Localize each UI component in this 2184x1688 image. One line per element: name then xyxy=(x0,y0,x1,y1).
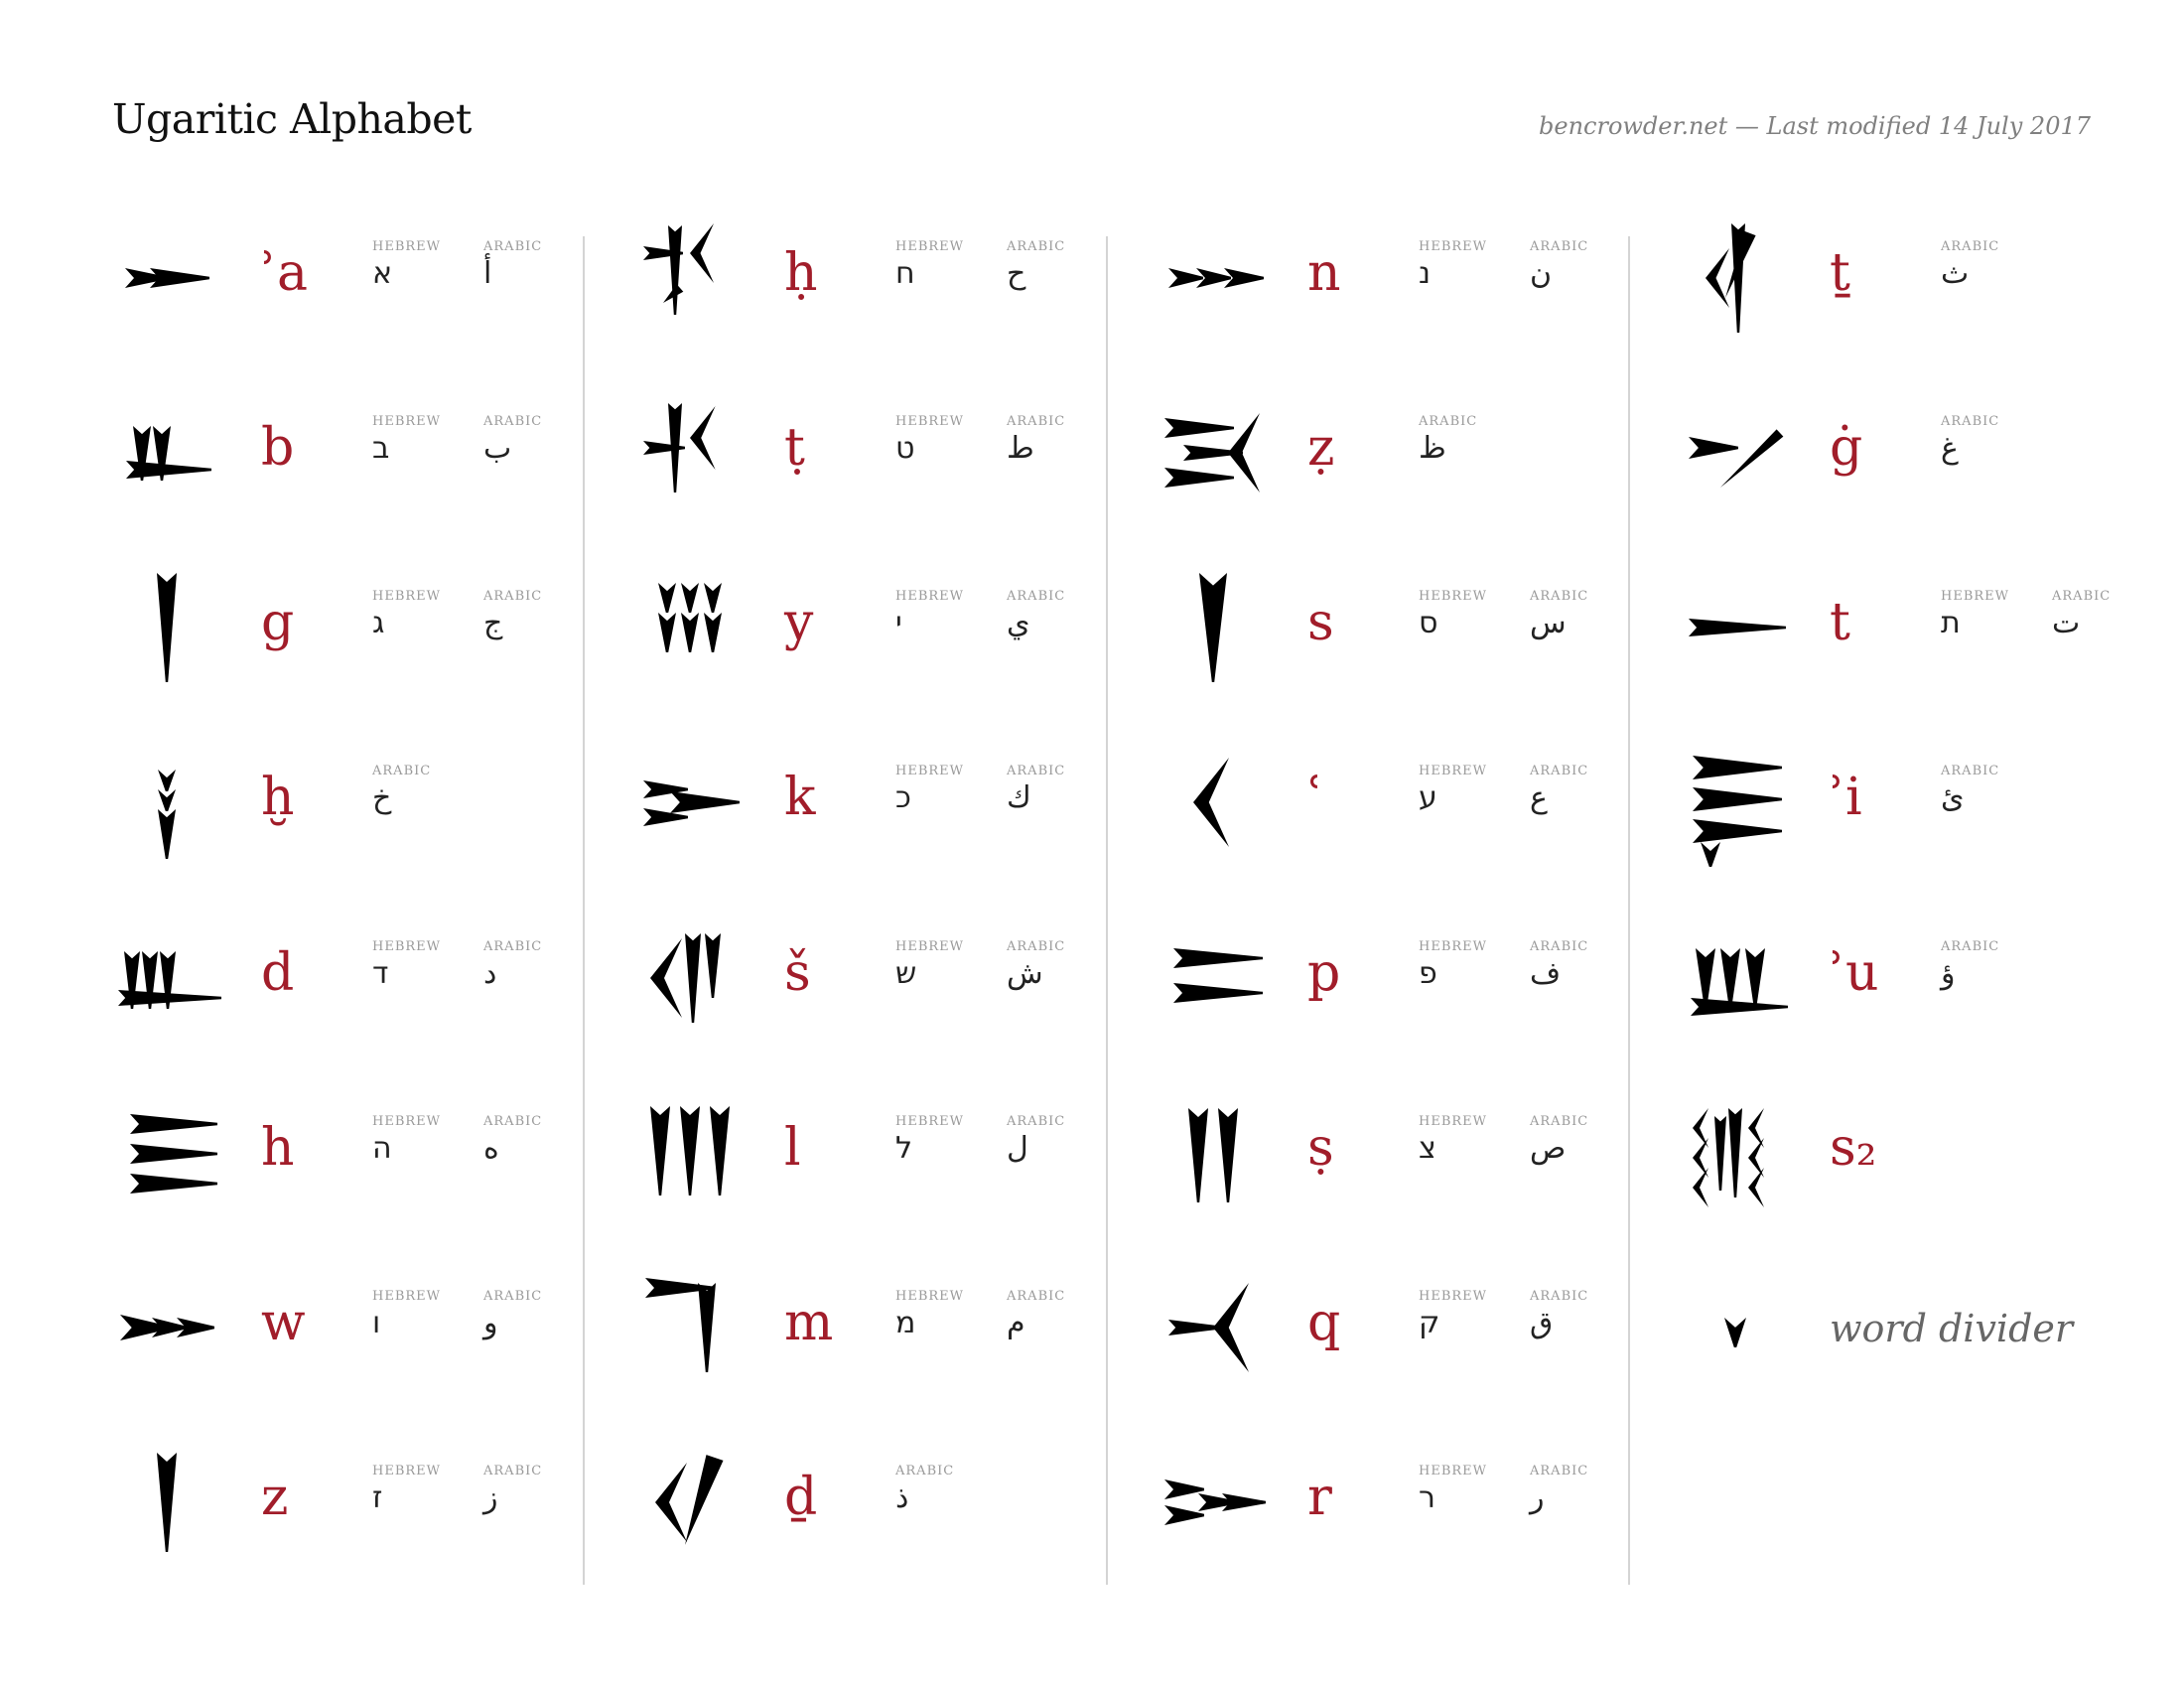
arabic-equivalent xyxy=(1530,764,1639,817)
letter-entry xyxy=(635,1428,1152,1577)
arabic-equivalent xyxy=(1530,1464,1639,1517)
arabic-equivalent xyxy=(1007,1289,1116,1342)
transliteration: ḥ xyxy=(784,243,818,303)
arabic-equivalent xyxy=(483,1289,593,1342)
arabic-label: ARABIC xyxy=(1007,1114,1066,1129)
letter-entry xyxy=(635,378,1152,527)
hebrew-letter: ע xyxy=(1419,780,1437,815)
arabic-label: ARABIC xyxy=(372,764,432,778)
letter-entry xyxy=(1159,904,1675,1053)
cuneiform-delta-icon xyxy=(112,904,221,1053)
cuneiform-zu-icon xyxy=(1159,378,1268,527)
cuneiform-qopa-icon xyxy=(1159,1253,1268,1402)
cuneiform-wo-icon xyxy=(112,1253,221,1402)
arabic-equivalent xyxy=(372,764,481,817)
arabic-letter: ش xyxy=(1007,956,1043,991)
letter-entry xyxy=(1159,378,1675,527)
cuneiform-mem-icon xyxy=(635,1253,745,1402)
hebrew-letter: ו xyxy=(372,1306,381,1340)
arabic-equivalent xyxy=(1941,239,2050,293)
arabic-equivalent xyxy=(2052,589,2161,642)
hebrew-letter: ל xyxy=(895,1131,913,1166)
letter-entry xyxy=(1681,728,2184,877)
cuneiform-sade-icon xyxy=(1159,1078,1268,1227)
credit-line: bencrowder.net — Last modified 14 July 2017 xyxy=(1539,112,2091,140)
hebrew-equivalent xyxy=(372,1464,481,1517)
cuneiform-divider-icon xyxy=(1681,1253,1790,1402)
transliteration: k xyxy=(784,768,816,827)
hebrew-letter: ס xyxy=(1419,606,1438,640)
letter-entry xyxy=(112,904,628,1053)
letter-entry xyxy=(112,204,628,352)
hebrew-equivalent xyxy=(372,1114,481,1168)
transliteration: ʿ xyxy=(1307,768,1323,827)
arabic-label: ARABIC xyxy=(1530,1464,1589,1478)
hebrew-label: HEBREW xyxy=(1419,939,1488,954)
arabic-letter: ق xyxy=(1530,1306,1554,1340)
letter-entry xyxy=(1159,553,1675,702)
cuneiform-samka-icon xyxy=(1159,553,1268,702)
hebrew-letter: ה xyxy=(372,1131,392,1166)
arabic-label: ARABIC xyxy=(2052,589,2112,604)
letter-entry xyxy=(1681,553,2184,702)
hebrew-equivalent xyxy=(1941,589,2050,642)
arabic-label: ARABIC xyxy=(1530,939,1589,954)
cuneiform-shin-icon xyxy=(635,904,745,1053)
hebrew-equivalent xyxy=(1419,1464,1528,1517)
letter-entry xyxy=(1159,1078,1675,1227)
arabic-letter: ب xyxy=(483,431,512,466)
arabic-letter: ك xyxy=(1007,780,1031,815)
arabic-equivalent xyxy=(1419,414,1528,468)
hebrew-label: HEBREW xyxy=(895,764,965,778)
arabic-equivalent xyxy=(1530,1114,1639,1168)
transliteration: ġ xyxy=(1830,418,1863,478)
transliteration: m xyxy=(784,1293,834,1352)
arabic-label: ARABIC xyxy=(1530,589,1589,604)
transliteration: g xyxy=(261,593,295,652)
hebrew-equivalent xyxy=(1419,764,1528,817)
cuneiform-to-icon xyxy=(1681,553,1790,702)
transliteration: b xyxy=(261,418,295,478)
cuneiform-lamda-icon xyxy=(635,1078,745,1227)
arabic-label: ARABIC xyxy=(1941,414,2000,429)
hebrew-label: HEBREW xyxy=(1419,764,1488,778)
arabic-equivalent xyxy=(895,1464,1005,1517)
letter-entry xyxy=(1681,1253,2184,1402)
letter-entry xyxy=(1681,1078,2184,1227)
transliteration: l xyxy=(784,1118,801,1178)
hebrew-letter: ת xyxy=(1941,606,1961,640)
cuneiform-i-icon xyxy=(1681,728,1790,877)
arabic-label: ARABIC xyxy=(1007,764,1066,778)
letter-entry xyxy=(1159,728,1675,877)
letter-entry xyxy=(112,728,628,877)
arabic-letter: د xyxy=(483,956,497,991)
arabic-label: ARABIC xyxy=(1007,414,1066,429)
cuneiform-beta-icon xyxy=(112,378,221,527)
hebrew-label: HEBREW xyxy=(372,589,442,604)
hebrew-equivalent xyxy=(895,239,1005,293)
hebrew-equivalent xyxy=(372,939,481,993)
arabic-letter: خ xyxy=(372,780,392,815)
cuneiform-nun-icon xyxy=(1159,204,1268,352)
cuneiform-u-icon xyxy=(1681,904,1790,1053)
arabic-label: ARABIC xyxy=(483,1114,543,1129)
arabic-equivalent xyxy=(1007,414,1116,468)
hebrew-equivalent xyxy=(895,414,1005,468)
transliteration: q xyxy=(1307,1293,1341,1352)
letter-entry xyxy=(635,204,1152,352)
hebrew-equivalent xyxy=(895,1114,1005,1168)
transliteration: p xyxy=(1307,943,1341,1003)
hebrew-equivalent xyxy=(1419,939,1528,993)
arabic-letter: ي xyxy=(1007,606,1030,640)
arabic-label: ARABIC xyxy=(1530,764,1589,778)
arabic-label: ARABIC xyxy=(483,239,543,254)
hebrew-letter: מ xyxy=(895,1306,916,1340)
transliteration: š xyxy=(784,943,811,1003)
transliteration: y xyxy=(784,593,814,652)
cuneiform-kaf-icon xyxy=(635,728,745,877)
hebrew-label: HEBREW xyxy=(1419,1464,1488,1478)
cuneiform-tet-icon xyxy=(635,378,745,527)
arabic-label: ARABIC xyxy=(1530,239,1589,254)
cuneiform-dhal-icon xyxy=(635,1428,745,1577)
letter-entry xyxy=(635,1078,1152,1227)
arabic-equivalent xyxy=(1530,239,1639,293)
transliteration: h xyxy=(261,1118,295,1178)
letter-entry xyxy=(1159,1428,1675,1577)
letter-entry xyxy=(635,553,1152,702)
hebrew-equivalent xyxy=(1419,589,1528,642)
arabic-equivalent xyxy=(1941,939,2050,993)
transliteration: ṯ xyxy=(1830,243,1850,303)
hebrew-equivalent xyxy=(372,589,481,642)
arabic-label: ARABIC xyxy=(895,1464,955,1478)
letter-entry xyxy=(112,553,628,702)
cuneiform-ssu-icon xyxy=(1681,1078,1790,1227)
hebrew-letter: ב xyxy=(372,431,390,466)
arabic-label: ARABIC xyxy=(483,414,543,429)
arabic-label: ARABIC xyxy=(1941,764,2000,778)
cuneiform-rasha-icon xyxy=(1159,1428,1268,1577)
arabic-letter: ذ xyxy=(895,1480,909,1515)
arabic-label: ARABIC xyxy=(483,1464,543,1478)
cuneiform-pu-icon xyxy=(1159,904,1268,1053)
arabic-letter: ز xyxy=(483,1480,498,1515)
transliteration: w xyxy=(261,1293,306,1352)
letter-entry xyxy=(112,378,628,527)
arabic-letter: غ xyxy=(1941,431,1959,466)
arabic-letter: ط xyxy=(1007,431,1034,466)
transliteration: ṭ xyxy=(784,418,805,478)
transliteration: d xyxy=(261,943,295,1003)
hebrew-letter: צ xyxy=(1419,1131,1436,1166)
cuneiform-ghain-icon xyxy=(1681,378,1790,527)
hebrew-letter: י xyxy=(895,606,902,640)
hebrew-equivalent xyxy=(1419,239,1528,293)
hebrew-label: HEBREW xyxy=(1419,1289,1488,1304)
letter-entry xyxy=(112,1253,628,1402)
letter-entry xyxy=(1159,1253,1675,1402)
arabic-equivalent xyxy=(1007,1114,1116,1168)
letter-entry xyxy=(112,1428,628,1577)
transliteration: ḏ xyxy=(784,1468,818,1527)
arabic-equivalent xyxy=(483,239,593,293)
arabic-letter: ئ xyxy=(1941,780,1965,815)
hebrew-label: HEBREW xyxy=(895,414,965,429)
transliteration: ḫ xyxy=(261,768,295,827)
cuneiform-alpa-icon xyxy=(112,204,221,352)
arabic-letter: ل xyxy=(1007,1131,1028,1166)
transliteration: r xyxy=(1307,1468,1332,1527)
arabic-letter: ث xyxy=(1941,256,1970,291)
cuneiform-thanna-icon xyxy=(1681,204,1790,352)
arabic-equivalent xyxy=(1007,939,1116,993)
arabic-equivalent xyxy=(1530,589,1639,642)
arabic-letter: أ xyxy=(483,256,492,291)
transliteration: ʾa xyxy=(261,243,308,303)
hebrew-letter: נ xyxy=(1419,256,1432,291)
hebrew-label: HEBREW xyxy=(1419,589,1488,604)
cuneiform-gamla-icon xyxy=(112,553,221,702)
arabic-letter: ر xyxy=(1530,1480,1545,1515)
cuneiform-yod-icon xyxy=(635,553,745,702)
hebrew-equivalent xyxy=(372,239,481,293)
letter-entry xyxy=(635,728,1152,877)
arabic-equivalent xyxy=(1530,939,1639,993)
hebrew-label: HEBREW xyxy=(895,589,965,604)
arabic-letter: ج xyxy=(483,606,503,640)
cuneiform-zeta-icon xyxy=(112,1428,221,1577)
transliteration: n xyxy=(1307,243,1341,303)
hebrew-letter: ק xyxy=(1419,1306,1440,1340)
hebrew-letter: ד xyxy=(372,956,389,991)
transliteration: ṣ xyxy=(1307,1118,1334,1178)
arabic-label: ARABIC xyxy=(1419,414,1478,429)
transliteration: s₂ xyxy=(1830,1118,1877,1178)
hebrew-letter: ר xyxy=(1419,1480,1435,1515)
arabic-letter: ع xyxy=(1530,780,1548,815)
hebrew-label: HEBREW xyxy=(1419,239,1488,254)
letter-entry xyxy=(112,1078,628,1227)
hebrew-label: HEBREW xyxy=(1419,1114,1488,1129)
transliteration: ʾu xyxy=(1830,943,1879,1003)
hebrew-label: HEBREW xyxy=(895,1114,965,1129)
arabic-equivalent xyxy=(483,939,593,993)
hebrew-equivalent xyxy=(372,1289,481,1342)
transliteration: s xyxy=(1307,593,1334,652)
page-title: Ugaritic Alphabet xyxy=(112,95,472,143)
arabic-label: ARABIC xyxy=(483,939,543,954)
hebrew-equivalent xyxy=(895,589,1005,642)
transliteration: t xyxy=(1830,593,1850,652)
arabic-equivalent xyxy=(1007,239,1116,293)
hebrew-label: HEBREW xyxy=(372,1114,442,1129)
hebrew-equivalent xyxy=(372,414,481,468)
arabic-equivalent xyxy=(483,414,593,468)
transliteration: ʾi xyxy=(1830,768,1862,827)
hebrew-equivalent xyxy=(1419,1289,1528,1342)
arabic-letter: ف xyxy=(1530,956,1562,991)
transliteration: ẓ xyxy=(1307,418,1335,478)
hebrew-equivalent xyxy=(895,1289,1005,1342)
cuneiform-hota-icon xyxy=(635,204,745,352)
hebrew-letter: א xyxy=(372,256,393,291)
arabic-equivalent xyxy=(1530,1289,1639,1342)
arabic-label: ARABIC xyxy=(483,589,543,604)
hebrew-letter: ט xyxy=(895,431,915,466)
arabic-equivalent xyxy=(1941,414,2050,468)
arabic-equivalent xyxy=(483,1114,593,1168)
letter-entry xyxy=(635,1253,1152,1402)
letter-entry xyxy=(635,904,1152,1053)
hebrew-label: HEBREW xyxy=(895,239,965,254)
arabic-label: ARABIC xyxy=(1941,939,2000,954)
arabic-letter: ظ xyxy=(1419,431,1446,466)
hebrew-label: HEBREW xyxy=(1941,589,2010,604)
hebrew-label: HEBREW xyxy=(372,939,442,954)
arabic-equivalent xyxy=(1007,589,1116,642)
hebrew-letter: ז xyxy=(372,1480,383,1515)
hebrew-letter: פ xyxy=(1419,956,1437,991)
arabic-letter: ن xyxy=(1530,256,1553,291)
letter-entry xyxy=(1159,204,1675,352)
arabic-equivalent xyxy=(1941,764,2050,817)
arabic-label: ARABIC xyxy=(1007,589,1066,604)
arabic-letter: و xyxy=(483,1306,498,1340)
hebrew-label: HEBREW xyxy=(372,414,442,429)
hebrew-label: HEBREW xyxy=(372,1464,442,1478)
hebrew-label: HEBREW xyxy=(895,1289,965,1304)
hebrew-label: HEBREW xyxy=(372,1289,442,1304)
letter-entry xyxy=(1681,204,2184,352)
arabic-label: ARABIC xyxy=(1007,239,1066,254)
arabic-letter: ؤ xyxy=(1941,956,1956,991)
letter-entry xyxy=(1681,378,2184,527)
arabic-letter: ص xyxy=(1530,1131,1567,1166)
arabic-label: ARABIC xyxy=(1530,1289,1589,1304)
arabic-equivalent xyxy=(483,589,593,642)
arabic-letter: م xyxy=(1007,1306,1025,1340)
arabic-equivalent xyxy=(483,1464,593,1517)
letter-entry xyxy=(1681,904,2184,1053)
transliteration: z xyxy=(261,1468,289,1527)
hebrew-letter: כ xyxy=(895,780,911,815)
hebrew-equivalent xyxy=(895,939,1005,993)
cuneiform-kha-icon xyxy=(112,728,221,877)
arabic-label: ARABIC xyxy=(1007,1289,1066,1304)
cuneiform-ho-icon xyxy=(112,1078,221,1227)
transliteration: word divider xyxy=(1830,1307,2074,1350)
arabic-letter: ح xyxy=(1007,256,1026,291)
arabic-letter: ت xyxy=(2052,606,2081,640)
arabic-letter: ه xyxy=(483,1131,499,1166)
arabic-label: ARABIC xyxy=(1941,239,2000,254)
hebrew-letter: ג xyxy=(372,606,385,640)
arabic-label: ARABIC xyxy=(1530,1114,1589,1129)
hebrew-letter: ש xyxy=(895,956,917,991)
hebrew-letter: ח xyxy=(895,256,915,291)
arabic-label: ARABIC xyxy=(483,1289,543,1304)
hebrew-label: HEBREW xyxy=(372,239,442,254)
cuneiform-ain-icon xyxy=(1159,728,1268,877)
arabic-label: ARABIC xyxy=(1007,939,1066,954)
hebrew-equivalent xyxy=(895,764,1005,817)
hebrew-equivalent xyxy=(1419,1114,1528,1168)
arabic-letter: س xyxy=(1530,606,1567,640)
arabic-equivalent xyxy=(1007,764,1116,817)
hebrew-label: HEBREW xyxy=(895,939,965,954)
